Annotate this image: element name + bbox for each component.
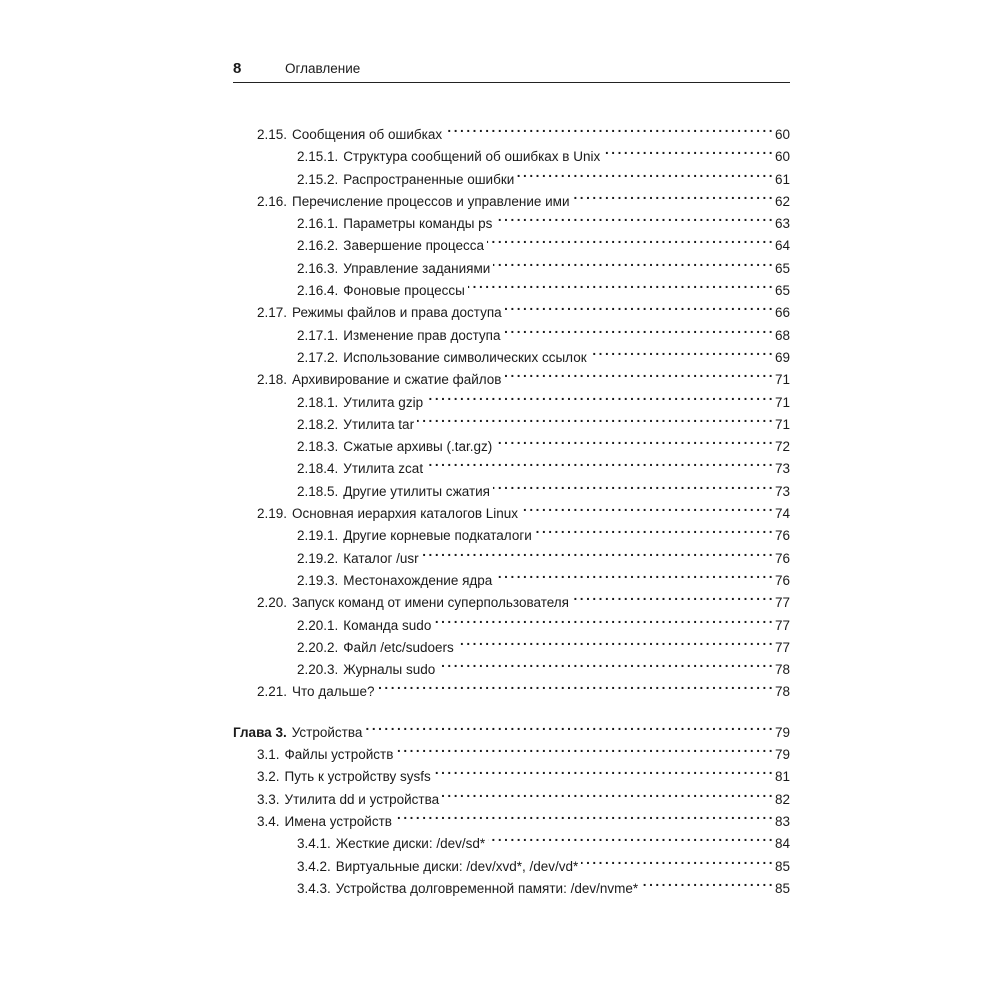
toc-entry-number: 2.20.1. [297,617,339,633]
toc-entry-number: 3.4.3. [297,880,331,896]
toc-entry-title: Завершение процесса [343,238,485,254]
toc-entry [233,849,790,874]
toc-entry-page: 73 [774,483,790,499]
dot-leader [535,518,772,540]
toc-entry-number: 2.16.4. [297,283,339,299]
toc-entry [233,362,790,388]
toc-entry [233,251,790,276]
dot-leader [488,826,772,848]
toc-entry-page: 83 [774,813,790,829]
toc-entry-page: 76 [774,572,790,588]
toc-entry-number: 2.19.1. [297,528,339,544]
toc-entry-title: Перечисление процессов и управление ими [292,193,570,209]
toc-entry-number: 2.16.1. [297,216,339,232]
toc-entry-number: 2.20.3. [297,662,339,678]
dot-leader [495,563,772,585]
dot-leader [396,737,772,759]
toc-entry [233,340,790,365]
toc-entry-title: Изменение прав доступа [343,327,501,343]
dot-leader [521,496,772,518]
toc-entry-title: Жесткие диски: /dev/sd* [335,836,486,852]
toc-entry-title: Другие утилиты сжатия [343,483,490,499]
toc-entry-number: 2.19.3. [297,572,339,588]
toc-entry-page: 77 [774,639,790,655]
toc-entry-title: Параметры команды ps [343,216,493,232]
dot-leader [504,318,772,340]
toc-entry [233,451,790,477]
dot-leader [468,273,772,295]
toc-entry-number: Глава 3. [233,724,287,740]
toc-entry-number: 2.18.1. [297,394,339,410]
toc-entry [233,871,790,896]
toc-entry-title: Фоновые процессы [343,283,465,299]
toc-entry-title: Что дальше? [292,684,375,700]
toc-entry-number: 2.16. [257,193,288,209]
toc-entry [233,759,790,785]
toc-entry-title: Путь к устройству sysfs [284,769,431,785]
toc-entry-number: 2.16.3. [297,260,339,276]
dot-leader [603,139,772,161]
toc-entry [233,139,790,165]
toc-entry-page: 85 [774,858,790,874]
toc-entry [233,407,790,432]
dot-leader [504,362,771,384]
toc-entry-number: 2.17.1. [297,327,339,343]
dot-leader [442,782,772,804]
toc-entry-number: 3.4.2. [297,858,331,874]
toc-entry-page: 79 [774,747,790,763]
dot-leader [417,407,772,429]
toc-entry-number: 2.15. [257,127,288,142]
toc-entry-title: Использование символических ссылок [343,349,587,365]
running-title: Оглавление [285,61,361,76]
toc-entry-title: Другие корневые подкаталоги [343,528,532,544]
toc-entry-page: 62 [774,193,790,209]
toc-entry-title: Утилита zcat [343,461,424,477]
toc-entry-page: 68 [774,327,790,343]
dot-leader [493,474,772,496]
toc-entry-title: Журналы sudo [343,662,436,678]
toc-entry [233,385,790,410]
toc-entry [233,117,790,142]
toc-entry-title: Файлы устройств [284,747,394,763]
toc-entry-number: 2.21. [257,684,288,700]
dot-leader [495,429,772,451]
toc-entry-page: 78 [774,662,790,678]
toc-entry-number: 2.19. [257,506,288,522]
toc-entry-title: Архивирование и сжатие файлов [292,372,502,388]
toc-entry-title: Запуск команд от имени суперпользователя [292,595,569,611]
toc-entry-page: 72 [774,439,790,455]
toc-entry [233,429,790,455]
dot-leader [572,585,772,607]
toc-entry-title: Файл /etc/sudoers [343,639,454,655]
toc-entry-page: 71 [774,394,790,410]
toc-chapter-entry [233,715,790,740]
toc-entry-title: Команда sudo [343,617,432,633]
toc-entry [233,608,790,633]
toc-entry-page: 84 [774,836,790,852]
toc-entry-number: 2.18.4. [297,461,339,477]
toc-entry-title: Структура сообщений об ошибках в Unix [343,149,601,165]
toc-entry-page: 81 [774,769,790,785]
toc-entry-number: 2.20. [257,595,288,611]
toc-entry-page: 65 [774,283,790,299]
toc-entry [233,563,790,588]
toc-entry-page: 63 [774,216,790,232]
toc-entry-title: Виртуальные диски: /dev/xvd*, /dev/vd* [335,858,579,874]
running-head [233,60,790,83]
toc-entry-number: 2.18.3. [297,439,339,455]
toc-entry-page: 61 [774,171,790,187]
toc-entry-number: 3.2. [257,769,280,785]
toc-entry [233,206,790,232]
toc-entry-page: 64 [774,238,790,254]
toc-entry-title: Утилита dd и устройства [284,791,440,807]
dot-leader [434,608,772,630]
toc-entry-page: 82 [774,791,790,807]
toc-entry-title: Сообщения об ошибках [292,127,443,142]
dot-leader [495,206,772,228]
toc-entry-title: Утилита tar [343,416,415,432]
dot-leader [426,451,772,473]
toc-entry-page: 73 [774,461,790,477]
toc-entry-title: Местонахождение ядра [343,572,493,588]
dot-leader [426,385,772,407]
toc-entry [233,496,790,522]
dot-leader [493,251,772,273]
toc-entry-page: 78 [774,684,790,700]
toc-entry-page: 77 [774,617,790,633]
toc-entry [233,273,790,299]
toc-entry [233,652,790,678]
toc-entry [233,585,790,611]
toc-entry [233,541,790,566]
toc-entry-title: Устройства долговременной памяти: /dev/nvme* [335,880,639,896]
dot-leader [641,871,772,893]
toc-entry-title: Устройства [291,724,363,740]
toc-entry-title: Режимы файлов и права доступа [292,305,502,321]
dot-leader [395,804,772,826]
toc-entry [233,826,790,852]
toc-entry [233,630,790,655]
dot-leader [487,228,772,250]
dot-leader [377,674,772,696]
toc-entry-page: 74 [774,506,790,522]
toc-entry-title: Сжатые архивы (.tar.gz) [343,439,493,455]
toc-entry [233,518,790,544]
toc-entry-page: 66 [774,305,790,321]
toc-entry-page: 76 [774,550,790,566]
toc-entry [233,162,790,187]
toc-entry [233,295,790,321]
toc-entry [233,804,790,829]
toc-entry-number: 2.17.2. [297,349,339,365]
toc-entry-number: 2.20.2. [297,639,339,655]
toc-entry [233,737,790,763]
toc-entry-title: Основная иерархия каталогов Linux [292,506,519,522]
toc-entry [233,228,790,254]
toc-entry-title: Управление заданиями [343,260,491,276]
toc-entry-page: 69 [774,349,790,365]
dot-leader [573,184,772,206]
toc-entry-title: Распространенные ошибки [343,171,515,187]
dot-leader [581,849,772,871]
dot-leader [422,541,772,563]
toc-entry-page: 71 [774,372,790,388]
toc-entry-number: 2.18.2. [297,416,339,432]
toc-entry-number: 3.3. [257,791,280,807]
toc-entry-page: 85 [774,880,790,896]
toc-entry [233,318,790,343]
dot-leader [517,162,772,184]
table-of-contents [233,117,790,896]
toc-entry-page: 65 [774,260,790,276]
toc-entry-title: Каталог /usr [343,550,419,566]
toc-entry-number: 2.18.5. [297,483,339,499]
toc-entry-page: 60 [774,149,790,165]
page-number: 8 [233,60,242,77]
toc-entry-number: 3.4.1. [297,836,331,852]
toc-entry-page: 71 [774,416,790,432]
toc-entry [233,474,790,499]
toc-entry-page: 79 [774,724,790,740]
toc-entry-page: 77 [774,595,790,611]
toc-entry [233,782,790,807]
toc-entry-page: 76 [774,528,790,544]
toc-entry-page: 60 [774,127,790,142]
toc-entry-title: Утилита gzip [343,394,424,410]
dot-leader [438,652,772,674]
toc-entry-number: 2.17. [257,305,288,321]
toc-entry-number: 2.18. [257,372,288,388]
toc-entry-number: 2.15.1. [297,149,339,165]
toc-entry [233,184,790,209]
dot-leader [590,340,772,362]
toc-entry-number: 2.19.2. [297,550,339,566]
dot-leader [445,117,772,139]
toc-entry-number: 3.4. [257,813,280,829]
dot-leader [505,295,772,317]
toc-entry-number: 2.15.2. [297,171,339,187]
toc-entry [233,674,790,700]
toc-entry-number: 3.1. [257,747,280,763]
dot-leader [434,759,772,781]
dot-leader [457,630,772,652]
toc-entry-number: 2.16.2. [297,238,339,254]
toc-entry-title: Имена устройств [284,813,392,829]
dot-leader [365,715,772,737]
